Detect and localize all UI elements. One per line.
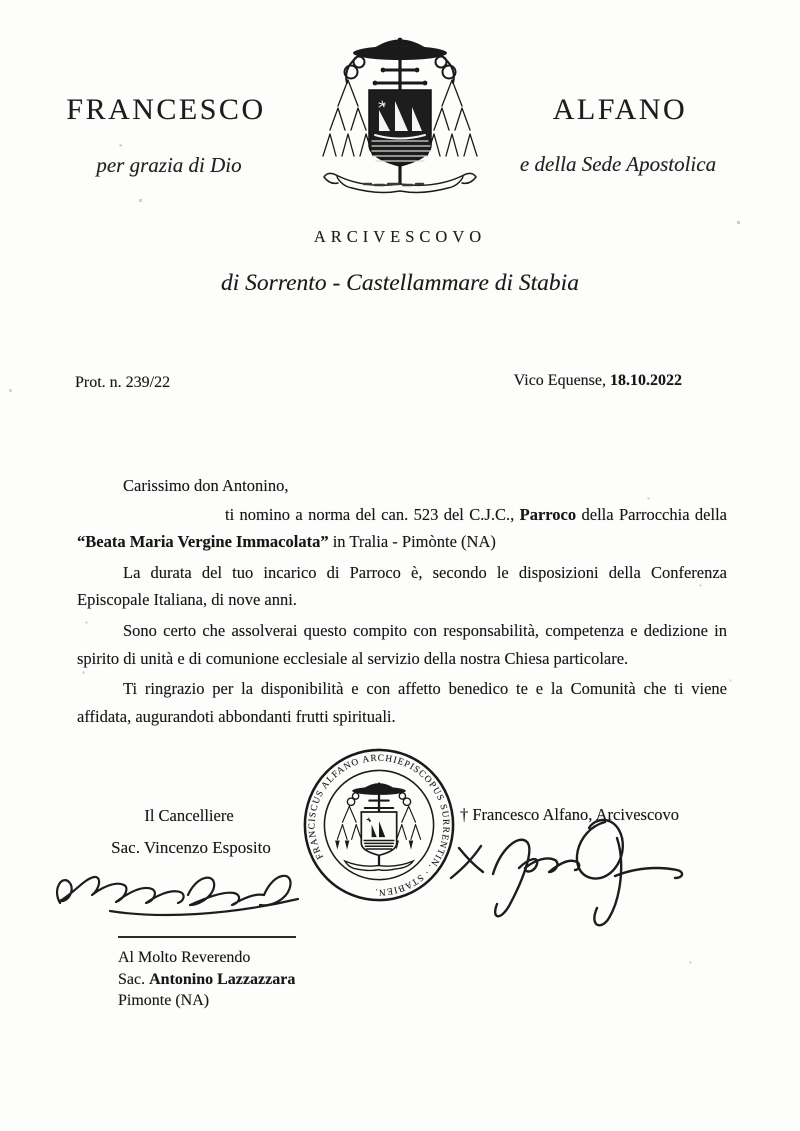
salutation: Carissimo don Antonino, bbox=[123, 476, 289, 495]
duration-paragraph: La durata del tuo incarico di Parroco è, secondo le disposizioni della Conferenza Episcopale Italiana, di nove anni. bbox=[77, 562, 727, 610]
tagline-left: per grazia di Dio bbox=[96, 153, 242, 177]
seal-legend: FRANCISCUS ALFANO ARCHIEPISCOPUS SURRENTIN. ∙ STABIEN. bbox=[307, 753, 451, 897]
appointment-location: in Tralia - Pimònte (NA) bbox=[328, 532, 496, 552]
tagline-right: e della Sede Apostolica bbox=[519, 152, 717, 176]
appointment-mid: della Parrocchia della bbox=[576, 504, 727, 524]
chancellor-name: Sac. Vincenzo Esposito bbox=[111, 838, 271, 857]
archbishop-first-name: FRANCESCO bbox=[66, 93, 266, 126]
place: Vico Equense, bbox=[513, 372, 610, 389]
recipient-divider bbox=[118, 936, 296, 938]
date: 18.10.2022 bbox=[610, 372, 682, 389]
archiepiscopal-seal bbox=[300, 748, 458, 904]
coat-of-arms-icon bbox=[312, 28, 488, 200]
scan-noise bbox=[0, 0, 1, 1]
recipient-name-line bbox=[118, 969, 304, 991]
thanks-paragraph: Ti ringrazio per la disponibilità e con affetto benedico te e la Comunità che ti viene affidata, augurandoti abbondanti frutti spirituali. bbox=[77, 679, 727, 726]
letter-body bbox=[77, 472, 727, 730]
rank-title: ARCIVESCOVO bbox=[313, 227, 487, 246]
appointment-lead: ti nomino a norma del can. 523 del C.J.C., bbox=[225, 504, 520, 524]
recipient-title: Sac. bbox=[118, 970, 150, 988]
trust-paragraph: Sono certo che assolverai questo compito con responsabilità, competenza e dedizione in spirito di unità e di comunione ecclesiale al servizio della nostra Chiesa particolare. bbox=[77, 620, 727, 668]
recipient-name: Antonino Lazzazzara bbox=[149, 970, 296, 988]
see-title: di Sorrento - Castellammare di Stabia bbox=[221, 270, 579, 296]
appointment-parish: “Beata Maria Vergine Immacolata” bbox=[77, 532, 329, 552]
archbishop-attestation: † Francesco Alfano, Arcivescovo bbox=[460, 805, 680, 824]
recipient-salutation: Al Molto Reverendo bbox=[118, 949, 251, 966]
archbishop-signature bbox=[447, 810, 693, 936]
protocol-number: Prot. n. 239/22 bbox=[75, 374, 171, 391]
recipient-block bbox=[118, 936, 304, 1012]
chancellor-title: Il Cancelliere bbox=[144, 806, 234, 825]
appointment-office: Parroco bbox=[519, 504, 577, 524]
place-and-date bbox=[514, 372, 682, 390]
chancellor-signature bbox=[50, 849, 306, 923]
appointment-paragraph bbox=[77, 501, 727, 556]
recipient-location: Pimonte (NA) bbox=[118, 992, 210, 1009]
archbishop-last-name: ALFANO bbox=[552, 93, 688, 126]
